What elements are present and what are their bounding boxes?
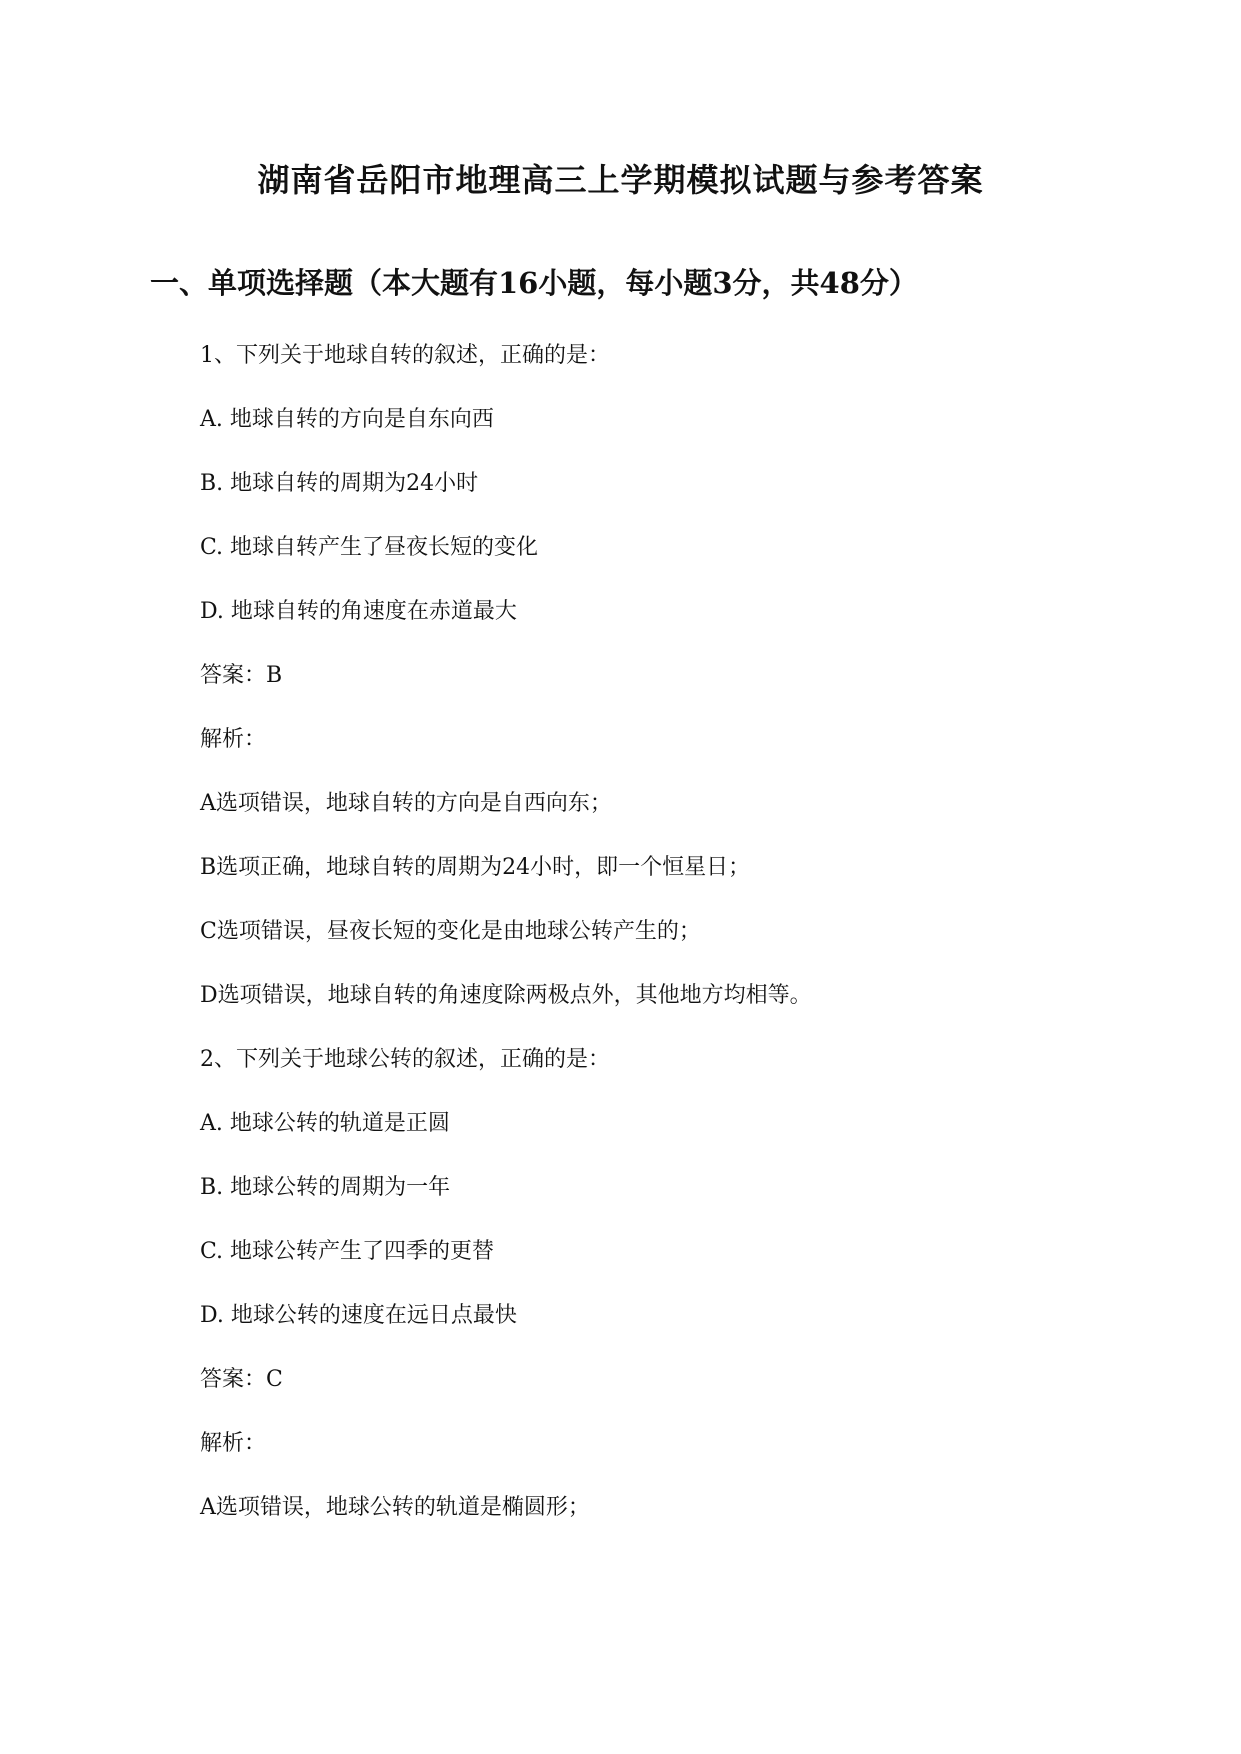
question-1-option-d: D. 地球自转的角速度在赤道最大: [200, 599, 517, 624]
question-2-option-d: D. 地球公转的速度在远日点最快: [200, 1303, 517, 1328]
question-2-analysis-label: 解析：: [200, 1431, 267, 1456]
document-title: 湖南省岳阳市地理高三上学期模拟试题与参考答案: [257, 161, 984, 199]
question-1-answer: 答案：B: [200, 663, 283, 688]
section-heading: 一、单项选择题（本大题有16小题，每小题3分，共48分）: [150, 266, 918, 300]
question-1-analysis-line: C选项错误，昼夜长短的变化是由地球公转产生的；: [200, 919, 701, 944]
question-2-analysis-line: A选项错误，地球公转的轨道是椭圆形；: [200, 1495, 590, 1520]
question-1-option-c: C. 地球自转产生了昼夜长短的变化: [200, 535, 539, 560]
question-1-option-b: B. 地球自转的周期为24小时: [200, 471, 479, 496]
question-1-analysis-line: D选项错误，地球自转的角速度除两极点外，其他地方均相等。: [200, 983, 812, 1008]
question-1-stem: 1、下列关于地球自转的叙述，正确的是：: [200, 343, 610, 368]
question-1-analysis-line: A选项错误，地球自转的方向是自西向东；: [200, 791, 612, 816]
question-2-stem: 2、下列关于地球公转的叙述，正确的是：: [200, 1047, 610, 1072]
question-1-analysis-label: 解析：: [200, 727, 267, 752]
question-1-analysis-line: B选项正确，地球自转的周期为24小时，即一个恒星日；: [200, 855, 751, 880]
question-1-option-a: A. 地球自转的方向是自东向西: [200, 407, 494, 432]
question-2-option-a: A. 地球公转的轨道是正圆: [200, 1111, 450, 1136]
question-2-option-b: B. 地球公转的周期为一年: [200, 1175, 451, 1200]
question-2-answer: 答案：C: [200, 1367, 283, 1392]
question-2-option-c: C. 地球公转产生了四季的更替: [200, 1239, 495, 1264]
